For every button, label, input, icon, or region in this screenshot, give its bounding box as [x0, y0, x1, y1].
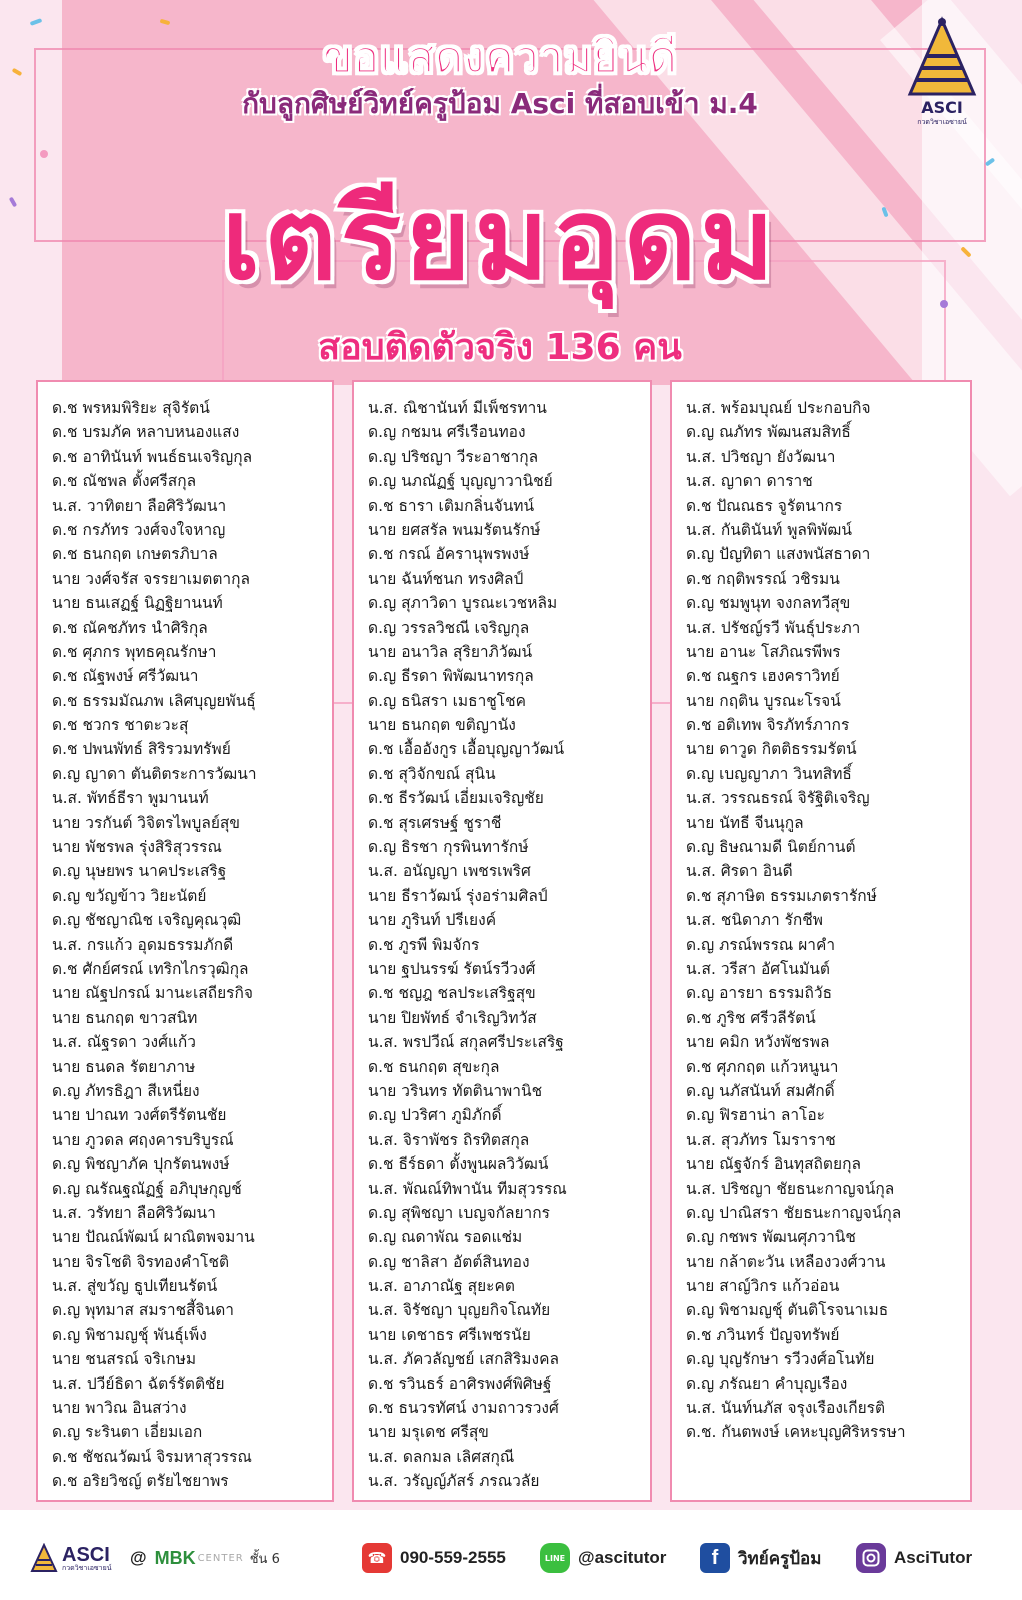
student-name: ด.ญ ปาณิสรา ชัยธนะกาญจน์กุล — [686, 1203, 902, 1222]
student-name: ด.ช บรมภัค หลาบหนองแสง — [52, 423, 240, 442]
student-name: น.ส. จิราพัชร ถิรทิตสกุล — [368, 1130, 530, 1149]
footer-line[interactable] — [540, 1540, 666, 1576]
student-name: นาย จิรโชติ จิรทองคำโชติ — [52, 1252, 230, 1271]
student-name: นาย ธนเสฏฐ์ นิฏฐิยานนท์ — [52, 594, 223, 613]
student-name: ด.ญ ภรณ์พรรณ ผาคำ — [686, 935, 836, 954]
student-name: ด.ช อาทินันท์ พนธ์ธนเจริญกุล — [52, 447, 253, 466]
student-name: นาย ธนกฤต ขติญานัง — [368, 716, 516, 735]
student-name: ด.ช ปพนพัทธ์ สิริรวมทรัพย์ — [52, 740, 231, 759]
student-name: ด.ช ณัฐพงษ์ ศรีวัฒนา — [52, 667, 199, 686]
student-name: ด.ช กรภัทร วงศ์จงใจหาญ — [52, 520, 226, 539]
venue-center: CENTER — [197, 1552, 244, 1564]
student-name: น.ส. พัณณ์ทิพานัน ทีมสุวรรณ — [368, 1179, 567, 1198]
student-name: ด.ญ ณดาพัณ รอดแช่ม — [368, 1228, 523, 1247]
student-name: น.ส. วรัญญ์ภัสร์ ภรณวลัย — [368, 1472, 540, 1491]
student-name: ด.ช ชญฎ ชลประเสริฐสุข — [368, 984, 536, 1003]
student-name: นาย มรุเดช ศรีสุข — [368, 1423, 489, 1442]
student-name: น.ส. อนัญญา เพชรเพริศ — [368, 862, 531, 881]
student-name: นาย ภูรินท์ ปรีเยงค์ — [368, 911, 497, 930]
student-name: ด.ญ ธนิสรา เมธาชูโชค — [368, 691, 527, 710]
student-name: ด.ช กรณ์ อัครานุพรพงษ์ — [368, 545, 530, 564]
instagram-icon — [856, 1543, 886, 1573]
student-name: ด.ช อริยวิชญ์ ตรัยไชยาพร — [52, 1472, 229, 1491]
student-name: น.ส. พัทธ์ธีรา พูมานนท์ — [52, 789, 209, 808]
student-name: ด.ช รวินธร์ อาศิรพงศ์พิศิษฐ์ — [368, 1374, 552, 1393]
student-name: นาย ณัฐปกรณ์ มานะเสถียรกิจ — [52, 984, 253, 1003]
student-name: นาย ปิยพัทธ์ จำเริญวิทวัส — [368, 1008, 537, 1027]
student-name: น.ส. วรรณธรณ์ จิรัฐิติเจริญ — [686, 789, 870, 808]
phone-icon: ☎ — [362, 1543, 392, 1573]
venue-floor: ชั้น 6 — [249, 1551, 280, 1567]
student-name: นาย พาวิณ อินสว่าง — [52, 1399, 187, 1418]
logo-subtitle: กวดวิชาเอซายน์ — [917, 118, 967, 126]
student-name: ด.ญ พิชามญชุ์ ตันติโรจนาเมธ — [686, 1301, 889, 1320]
student-name: ด.ญ บุญรักษา รวีวงศ์อโนทัย — [686, 1350, 875, 1369]
student-name: นาย คมิก หวังพัชรพล — [686, 1033, 830, 1052]
student-name: น.ส. อาภาณัฐ สุยะคต — [368, 1277, 515, 1296]
student-name: ด.ญ กชมน ศรีเรือนทอง — [368, 423, 526, 442]
student-name: ด.ญ เบญญาภา วินทสิทธิ์ — [686, 764, 852, 783]
footer — [0, 1510, 1022, 1600]
student-name: ด.ช ธีรวัฒน์ เอี่ยมเจริญชัย — [368, 789, 544, 808]
school-name: เตรียมอุดม — [221, 175, 779, 305]
student-name: ด.ช ธนวรทัศน์ งามถาวรวงศ์ — [368, 1399, 559, 1418]
student-name: น.ส. ปรัชญ์รวี พันธุ์ประภา — [686, 618, 861, 637]
student-name: ด.ญ ณภัทร พัฒนสมสิทธิ์ — [686, 423, 851, 442]
name-column-2 — [352, 380, 652, 1502]
student-name: ด.ช ธนกฤต เกษตรภิบาล — [52, 545, 218, 564]
student-name: ด.ญ ญาดา ตันติตระการวัฒนา — [52, 764, 257, 783]
footer-instagram[interactable] — [856, 1540, 972, 1576]
asci-logo — [904, 14, 980, 124]
student-name: นาย ดาวูด กิตติธรรมรัตน์ — [686, 740, 857, 759]
student-name: ด.ญ ชมพูนุท จงกลทวีสุข — [686, 594, 851, 613]
student-name: ด.ญ นุษยพร นาคประเสริฐ — [52, 862, 227, 881]
student-name: นาย อานะ โสภิณรพีพร — [686, 642, 841, 661]
footer-brand-subtitle: กวดวิชาเอซายน์ — [62, 1563, 112, 1572]
student-name: ด.ญ พุทมาส สมราชสี้จินดา — [52, 1301, 235, 1320]
student-name: นาย ยศสรัล พนมรัตนรักษ์ — [368, 520, 541, 539]
student-name: ด.ช ภูริช ศรีวลีรัตน์ — [686, 1008, 816, 1027]
student-name: น.ส. ศิรดา อินดี — [686, 862, 793, 881]
student-name: นาย อนาวิล สุริยาภิวัฒน์ — [368, 642, 533, 661]
venue-name: MBK — [154, 1547, 196, 1568]
student-name: ด.ญ ขวัญข้าว วิยะนัตย์ — [52, 886, 207, 905]
student-name: นาย นัทธี จีนนุกูล — [686, 813, 804, 832]
student-name: น.ส. วรีสา อัศโนมันต์ — [686, 959, 830, 978]
result-count: สอบติดตัวจริง 136 คน — [318, 327, 682, 368]
student-name: น.ส. ชนิดาภา รักชีพ — [686, 911, 824, 930]
student-name: ด.ญ ณรัณฐณัฏฐ์ อภิบุษกุญช์ — [52, 1179, 242, 1198]
line-icon: LINE — [540, 1543, 570, 1573]
student-name: ด.ช สุภาษิต ธรรมเภตรารักษ์ — [686, 886, 877, 905]
student-name: ด.ญ สุภาวิดา บูรณะเวชหลิม — [368, 594, 558, 613]
student-name: ด.ช ธรรมมัณภพ เลิศบุญยพันธุ์ — [52, 691, 256, 710]
student-name: นาย ฉันท์ชนก ทรงศิลป์ — [368, 569, 524, 588]
student-name: ด.ญ นภณัฏฐ์ บุญญาวานิชย์ — [368, 472, 553, 491]
student-name: ด.ญ ปริชญา วีระอาชากุล — [368, 447, 539, 466]
line-id: @ascitutor — [578, 1548, 667, 1567]
student-name: ด.ช ศุภกฤต แก้วหนูนา — [686, 1057, 839, 1076]
facebook-icon: f — [700, 1543, 730, 1573]
student-name: น.ส. พรปวีณ์ สกุลศรีประเสริฐ — [368, 1033, 564, 1052]
student-name: น.ส. ณัฐรดา วงศ์แก้ว — [52, 1033, 196, 1052]
header — [0, 0, 1022, 385]
facebook-page: วิทย์ครูป้อม — [738, 1548, 822, 1568]
student-name: นาย ฐปนรรฆ์ รัตน์รวีวงศ์ — [368, 959, 536, 978]
student-name: นาย กล้าตะวัน เหลืองวงศ์วาน — [686, 1252, 886, 1271]
student-name: นาย ธนกฤต ขาวสนิท — [52, 1008, 198, 1027]
student-name: น.ส. วาทิตยา ลือศิริวัฒนา — [52, 496, 227, 515]
student-name: น.ส. สู่ขวัญ ธูปเทียนรัตน์ — [52, 1277, 218, 1296]
footer-facebook[interactable] — [700, 1540, 821, 1576]
student-name: ด.ช พรหมพิริยะ สุจิรัตน์ — [52, 399, 210, 417]
student-name: น.ส. ณิชานันท์ มีเพ็ชรทาน — [368, 399, 547, 417]
student-name: ด.ญ ฟิรฮาน่า ลาโอะ — [686, 1106, 825, 1125]
student-name: น.ส. สุวภัทร โมราราช — [686, 1130, 836, 1149]
student-name: ด.ช. กันตพงษ์ เคหะบุญศิริหรรษา — [686, 1423, 906, 1442]
student-name: น.ส. กรแก้ว อุดมธรรมภักดี — [52, 935, 234, 954]
at-symbol: @ — [130, 1548, 147, 1567]
student-name: ด.ญ ระรินตา เอี่ยมเอก — [52, 1423, 203, 1442]
student-name: ด.ช ชวกร ชาตะวะสุ — [52, 716, 189, 735]
student-name: ด.ช กฤติพรรณ์ วชิรมน — [686, 569, 840, 588]
student-name: ด.ช ศุภกร พุทธคุณรักษา — [52, 642, 217, 661]
student-name: น.ส. วรัทยา ลือศิริวัฒนา — [52, 1203, 216, 1222]
student-name: ด.ญ ธีรดา พิพัฒนาทรกุล — [368, 667, 534, 686]
student-name: น.ส. ปวิชญา ยังวัฒนา — [686, 447, 836, 466]
phone-number: 090-559-2555 — [400, 1548, 506, 1567]
student-name: น.ส. นันท์นภัส จรุงเรืองเกียรติ — [686, 1399, 886, 1418]
logo-text: ASCI — [921, 98, 963, 117]
name-list — [672, 382, 970, 1445]
name-column-1 — [36, 380, 334, 1502]
footer-brand-name: ASCI — [62, 1543, 110, 1566]
student-name: นาย วรกันต์ วิจิตรไพบูลย์สุข — [52, 813, 240, 832]
student-name: ด.ญ ปวริศา ภูมิภักดิ์ — [368, 1106, 502, 1125]
student-name: นาย ธนดล รัตยาภาษ — [52, 1057, 196, 1076]
name-column-3 — [670, 380, 972, 1502]
student-name: ด.ญ ชัชญาณิช เจริญคุณวุฒิ — [52, 911, 242, 930]
student-name: ด.ญ พิชญาภัค ปุกรัตนพงษ์ — [52, 1155, 230, 1174]
student-name: ด.ช ณัชพล ตั้งศรีสกุล — [52, 472, 197, 491]
student-name: ด.ญ วรรลวิชณี เจริญกุล — [368, 618, 530, 637]
student-name: ด.ญ อารยา ธรรมถิวัธ — [686, 984, 833, 1003]
footer-phone[interactable] — [362, 1540, 506, 1576]
student-name: ด.ญ ภรัณยา คำบุญเรือง — [686, 1374, 848, 1393]
student-name: ด.ญ ธิรชา กุรพินทารักษ์ — [368, 838, 529, 857]
footer-brand — [30, 1540, 112, 1576]
student-name: ด.ญ ปัญทิตา แสงพนัสธาดา — [686, 545, 871, 564]
student-name: ด.ญ กชพร พัฒนศุภวานิช — [686, 1228, 856, 1247]
student-name: ด.ญ ภัทรธิฎา สีเหนี่ยง — [52, 1081, 200, 1100]
student-name: นาย ภูวดล ศฤงคารบริบูรณ์ — [52, 1130, 234, 1149]
student-name: ด.ญ พิชามญชุ์ พันธุ์เพ็ง — [52, 1325, 207, 1344]
student-name: นาย กฤติน บูรณะโรจน์ — [686, 691, 841, 710]
student-name: ด.ช ชัชณวัฒน์ จิรมหาสุวรรณ — [52, 1447, 252, 1466]
student-name: นาย ปาณท วงศ์ตรีรัตนชัย — [52, 1106, 227, 1125]
student-name: นาย พัชรพล รุ่งสิริสุวรรณ — [52, 838, 222, 857]
congratulations-title: ขอแสดงความยินดี — [322, 32, 678, 83]
student-name: นาย ชนสรณ์ จริเกษม — [52, 1350, 197, 1369]
student-name: ด.ช ปัณณธร จูรัตนากร — [686, 496, 843, 515]
student-name: ด.ญ ธิษณามดี นิตย์กานต์ — [686, 838, 856, 857]
student-name: นาย ณัฐจักร์ อินทุสถิตยกุล — [686, 1155, 861, 1174]
instagram-handle: AsciTutor — [894, 1548, 973, 1567]
student-name: น.ส. ญาดา ดาราช — [686, 472, 813, 491]
student-name: ด.ช สุวิจักขณ์ สุนิน — [368, 764, 496, 783]
student-name: น.ส. ดลกมล เลิศสกุณี — [368, 1447, 515, 1466]
asci-pyramid-icon — [30, 1543, 58, 1573]
student-name: ด.ช ณัคชภัทร นำศิริกุล — [52, 618, 208, 637]
student-name: ด.ช ภูรพี พิมจักร — [368, 935, 480, 954]
subtitle: กับลูกศิษย์วิทย์ครูป้อม Asci ที่สอบเข้า ม.4 — [242, 87, 758, 120]
student-name: นาย วรินทร ทัตตินาพานิช — [368, 1081, 543, 1100]
name-list — [354, 382, 650, 1494]
student-name: นาย เดชาธร ศรีเพชรนัย — [368, 1325, 531, 1344]
student-name: นาย ปัณณ์พัฒน์ ผาณิตพจมาน — [52, 1228, 255, 1247]
student-name: ด.ช ธีร์ธดา ตั้งพูนผลวิวัฒน์ — [368, 1155, 549, 1174]
student-name: ด.ญ ชาลิสา อัตต์สินทอง — [368, 1252, 530, 1271]
student-name: น.ส. ปวีย์ธิดา ฉัตร์รัตติชัย — [52, 1374, 225, 1393]
student-name: ด.ช เอื้ออังกูร เอื้อบุญญาวัฒน์ — [368, 740, 565, 759]
student-name: น.ส. จิรัชญา บุญยกิจโณทัย — [368, 1301, 551, 1320]
asci-pyramid-logo — [904, 14, 980, 98]
student-name: น.ส. พร้อมบุณย์ ประกอบกิจ — [686, 399, 871, 417]
student-name: ด.ช ศักย์ศรณ์ เทริกไกรวุฒิกุล — [52, 959, 249, 978]
student-name: นาย สาญ์วิกร แก้วอ่อน — [686, 1277, 840, 1296]
student-name: น.ส. กันตินันท์ พูลพิพัฒน์ — [686, 520, 852, 539]
student-name: ด.ญ สุพิชญา เบญจกัลยากร — [368, 1203, 550, 1222]
student-name: ด.ช ธนกฤต สุขะกุล — [368, 1057, 500, 1076]
name-list — [38, 382, 332, 1494]
student-name: นาย ธีราวัฒน์ รุ่งอร่ามศิลป์ — [368, 886, 548, 905]
student-name: นาย วงศ์จรัส จรรยาเมตตากุล — [52, 569, 250, 588]
student-name: ด.ช สุรเศรษฐ์ ชูราชี — [368, 813, 502, 832]
student-name: ด.ญ นภัสนันท์ สมศักดิ์ — [686, 1081, 835, 1100]
student-name: ด.ช ธารา เติมกลิ่นจันทน์ — [368, 496, 535, 515]
student-name: ด.ช ภวินทร์ ปัญจทรัพย์ — [686, 1325, 840, 1344]
student-name: น.ส. ภัควลัญชย์ เสกสิริมงคล — [368, 1350, 559, 1369]
student-name: ด.ช อติเทพ จิรภัทร์ภากร — [686, 716, 850, 735]
student-name: น.ส. ปริชญา ชัยธนะกาญจน์กุล — [686, 1179, 895, 1198]
footer-venue — [130, 1540, 280, 1576]
student-name: ด.ช ณฐกร เฮงคราวิทย์ — [686, 667, 840, 686]
